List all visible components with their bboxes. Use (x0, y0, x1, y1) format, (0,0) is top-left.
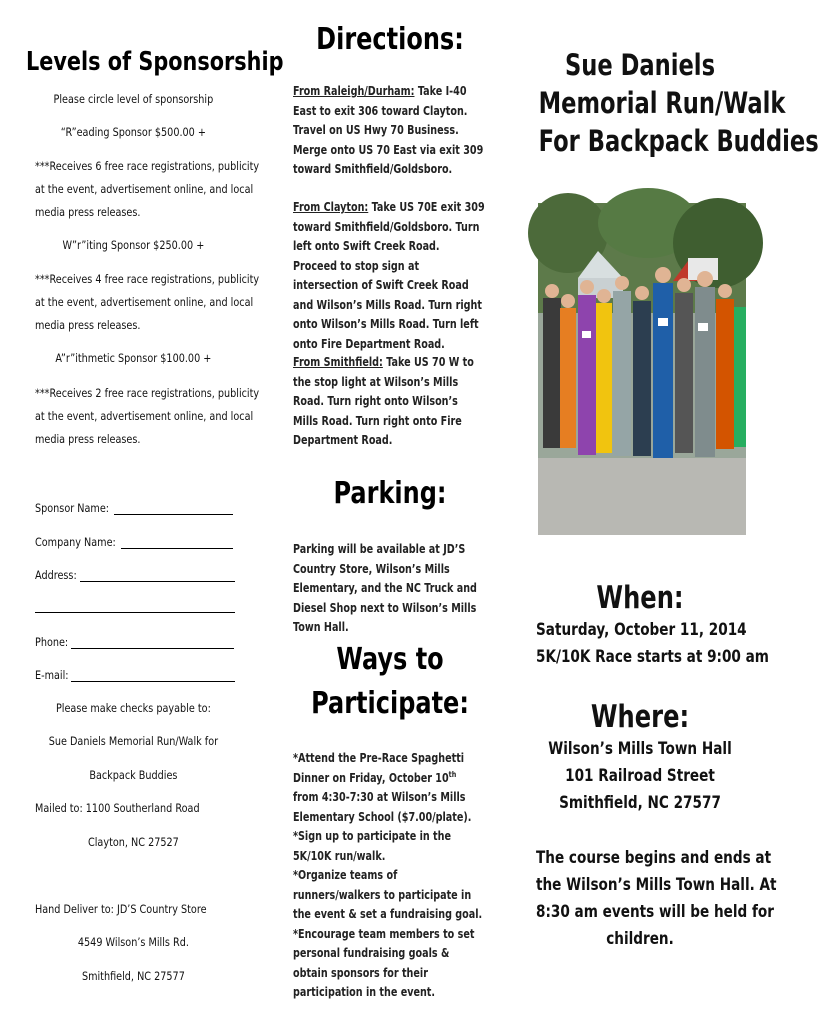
where-title: Where: (590, 699, 690, 735)
hand-deliver-text: Hand Deliver to: JD’S Country Store (35, 902, 207, 916)
level-arithmetic-name: A”r”ithmetic Sponsor $100.00 + (55, 351, 212, 365)
parking-title: Parking: (333, 476, 447, 511)
route-clayton (293, 198, 485, 354)
participate-title-line-1: Ways to (336, 642, 444, 677)
mailed-to-text: Mailed to: 1100 Southerland Road (35, 801, 200, 815)
sponsorship-column (0, 0, 284, 1024)
route-smithfield-from: From Smithfield: (293, 355, 383, 369)
sponsor-name-field[interactable] (35, 499, 233, 515)
route-smithfield (293, 353, 485, 451)
when-time: 5K/10K Race starts at 9:00 am (536, 647, 769, 667)
where-line-1: Wilson’s Mills Town Hall (548, 739, 732, 759)
route-clayton-text: Take US 70E exit 309 toward Smithfield/Goldsboro. Turn left onto Swift Creek Road. Proceed to stop sign at intersection of Swift Creek Road and Wilson’s Mills Road. Turn right onto Wilson’s Mills Road. Turn left onto Fire Department Road. (293, 200, 485, 351)
route-raleigh (293, 82, 485, 180)
mailed-city-text: Clayton, NC 27527 (88, 835, 179, 849)
participate-list (293, 749, 485, 1003)
address-label: Address: (35, 568, 77, 582)
event-title-line-2: Memorial Run/Walk (538, 86, 786, 120)
route-smithfield-text: Take US 70 W to the stop light at Wilson’s Mills Road. Turn right onto Wilson’s Mills Road. Turn right onto Fire Department Road. (293, 355, 474, 447)
course-line-4: children. (606, 929, 674, 949)
sponsorship-instruction: Please circle level of sponsorship (53, 92, 214, 106)
course-line-1: The course begins and ends at (536, 848, 772, 868)
event-title-line-1: Sue Daniels (564, 48, 716, 82)
participate-item-1: *Attend the Pre-Race Spaghetti Dinner on Friday, October 10th from 4:30-7:30 at Wilson’s Mills Elementary School ($7.00/plate). (293, 751, 472, 824)
course-line-3: 8:30 am events will be held for (536, 902, 774, 922)
phone-label: Phone: (35, 635, 69, 649)
company-name-field[interactable] (35, 533, 233, 549)
directions-column (270, 0, 510, 1024)
level-arithmetic-benefit-3: media press releases. (35, 432, 141, 446)
where-line-2: 101 Railroad Street (565, 766, 715, 786)
event-title-line-3: For Backpack Buddies (538, 124, 819, 158)
participate-title-line-2: Participate: (311, 686, 469, 721)
checks-payable-text: Please make checks payable to: (55, 701, 211, 715)
payee-line-2: Backpack Buddies (89, 768, 178, 782)
when-title: When: (596, 580, 684, 616)
email-label: E-mail: (35, 668, 69, 682)
participate-item-4: *Encourage team members to set personal fundraising goals & obtain sponsors for their participation in the event. (293, 926, 475, 999)
sponsor-name-label: Sponsor Name: (35, 501, 110, 515)
course-line-2: the Wilson’s Mills Town Hall. At (536, 875, 777, 895)
payee-line-1: Sue Daniels Memorial Run/Walk for (48, 734, 219, 748)
deliver-street-text: 4549 Wilson’s Mills Rd. (77, 935, 189, 949)
address-line-2[interactable] (35, 612, 235, 613)
level-arithmetic-benefit-2: at the event, advertisement online, and local (35, 409, 254, 423)
level-arithmetic-benefit-1: ***Receives 2 free race registrations, publicity (35, 386, 260, 400)
level-reading-benefit-3: media press releases. (35, 205, 141, 219)
ordinal-suffix: th (448, 769, 457, 779)
sponsorship-title: Levels of Sponsorship (26, 47, 284, 77)
participate-item-2: *Sign up to participate in the 5K/10K run/walk. (293, 829, 451, 863)
when-date: Saturday, October 11, 2014 (536, 620, 747, 640)
email-field[interactable] (35, 666, 235, 682)
directions-title: Directions: (316, 22, 464, 57)
level-writing-name: W”r”iting Sponsor $250.00 + (62, 238, 205, 252)
participate-item-3: *Organize teams of runners/walkers to participate in the event & set a fundraising goal. (293, 868, 483, 921)
level-writing-benefit-2: at the event, advertisement online, and local (35, 295, 254, 309)
level-reading-benefit-1: ***Receives 6 free race registrations, publicity (35, 159, 260, 173)
phone-field[interactable] (35, 633, 234, 649)
level-writing-benefit-3: media press releases. (35, 318, 141, 332)
route-clayton-from: From Clayton: (293, 200, 369, 214)
parking-text: Parking will be available at JD’S Country Store, Wilson’s Mills Elementary, and the NC Truck and Diesel Shop next to Wilson’s Mills Town Hall. (293, 542, 477, 634)
level-writing-benefit-1: ***Receives 4 free race registrations, publicity (35, 272, 260, 286)
company-name-label: Company Name: (35, 535, 116, 549)
race-start-photo (538, 203, 746, 535)
event-column (510, 0, 819, 1024)
level-reading-benefit-2: at the event, advertisement online, and local (35, 182, 254, 196)
deliver-city-text: Smithfield, NC 27577 (81, 969, 185, 983)
route-raleigh-text: Take I-40 East to exit 306 toward Clayton. Travel on US Hwy 70 Business. Merge onto US 70 East via exit 309 toward Smithfield/Goldsboro. (293, 84, 484, 176)
address-field[interactable] (35, 566, 235, 582)
where-line-3: Smithfield, NC 27577 (559, 793, 721, 813)
route-raleigh-from: From Raleigh/Durham: (293, 84, 415, 98)
level-reading-name: “R”eading Sponsor $500.00 + (60, 125, 206, 139)
